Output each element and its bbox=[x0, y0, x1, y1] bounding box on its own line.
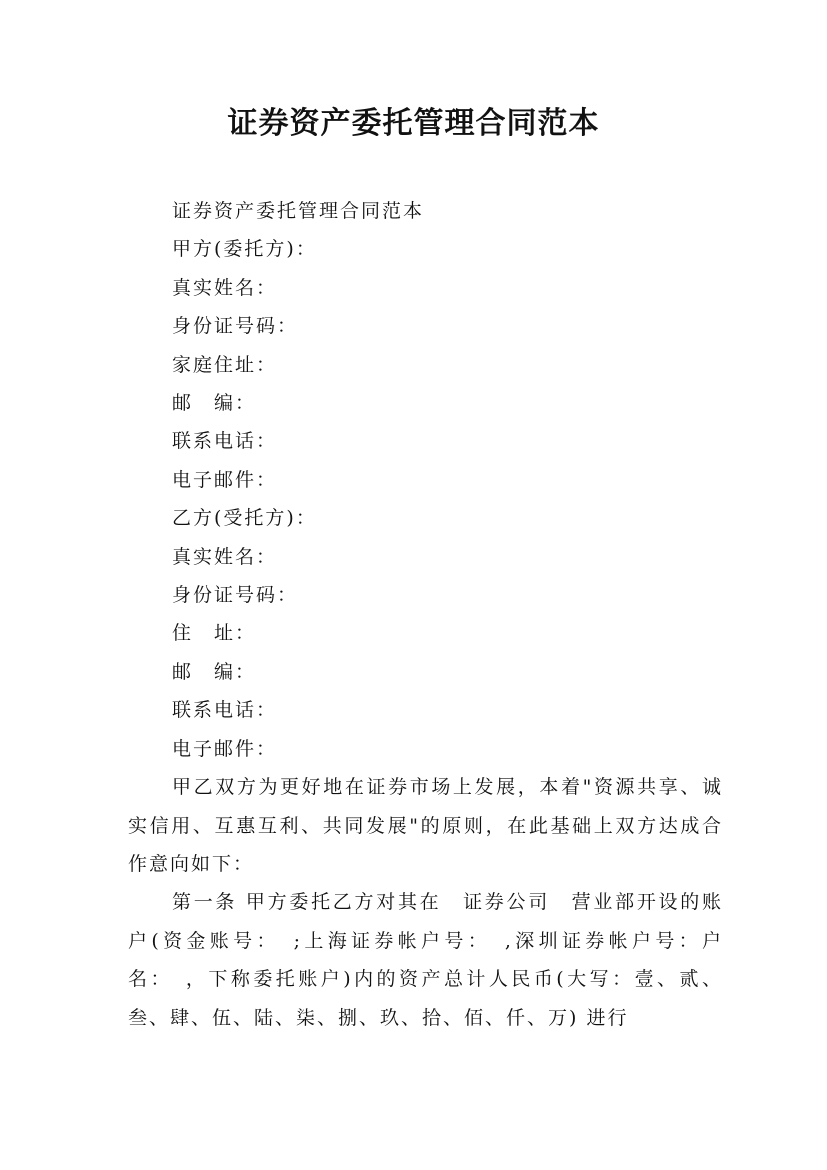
document-body bbox=[128, 192, 723, 1037]
party-a-heading: 甲方(委托方)： bbox=[172, 238, 317, 261]
party-a-phone: 联系电话： bbox=[172, 430, 278, 453]
party-a-email: 电子邮件： bbox=[172, 468, 278, 491]
contract-subtitle: 证券资产委托管理合同范本 bbox=[172, 200, 425, 222]
party-b-email: 电子邮件： bbox=[172, 737, 278, 760]
article-one-paragraph: 第一条 甲方委托乙方对其在 证券公司 营业部开设的账户(资金账号： ;上海证券帐户号： ,深圳证券帐户号：户名： ，下称委托账户)内的资产总计人民币(大写：壹、贰、叁、肆、伍、陆、柒、捌、玖、拾、佰、仟、万) 进行 bbox=[128, 891, 723, 1029]
party-b-address: 住 址： bbox=[172, 622, 257, 645]
party-a-real-name: 真实姓名： bbox=[172, 276, 278, 299]
party-b-real-name: 真实姓名： bbox=[172, 545, 278, 568]
preamble-paragraph: 甲乙双方为更好地在证券市场上发展，本着"资源共享、诚实信用、互惠互利、共同发展"的原则，在此基础上双方达成合作意向如下： bbox=[128, 776, 723, 875]
party-a-postcode: 邮 编： bbox=[172, 392, 257, 415]
document-title: 证券资产委托管理合同范本 bbox=[227, 106, 600, 141]
party-a-id-number: 身份证号码： bbox=[172, 315, 299, 338]
party-b-phone: 联系电话： bbox=[172, 699, 278, 722]
party-b-id-number: 身份证号码： bbox=[172, 584, 299, 607]
party-a-home-address: 家庭住址： bbox=[172, 353, 278, 376]
party-b-postcode: 邮 编： bbox=[172, 660, 257, 683]
party-b-heading: 乙方(受托方)： bbox=[172, 507, 317, 530]
